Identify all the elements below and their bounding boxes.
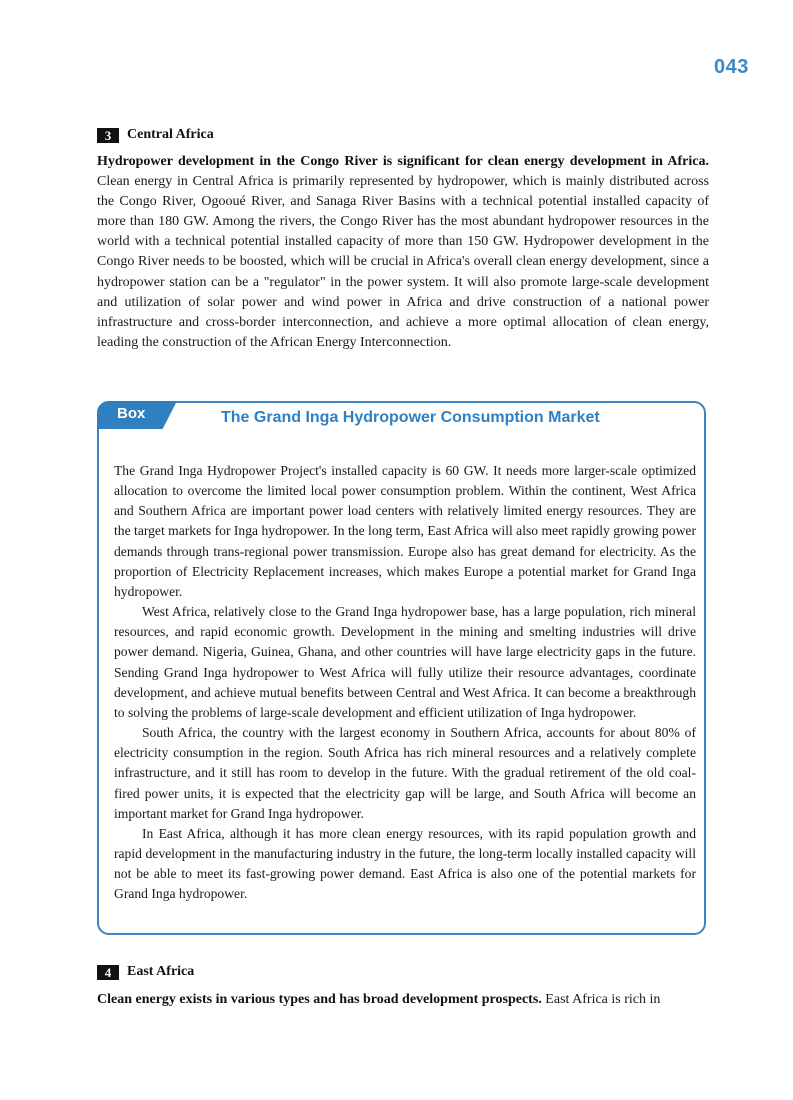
section-heading-central-africa: [97, 127, 214, 143]
box-paragraph: In East Africa, although it has more clean energy resources, with its rapid population growth and rapid development in the manufacturing industry in the future, the long-term locally installed capacity will not be able to meet its fast-growing power demand. East Africa is also one of the potential markets for Grand Inga hydropower.: [114, 825, 696, 902]
box-tab-label: Box: [117, 405, 146, 422]
section-paragraph-central-africa: [97, 152, 709, 353]
box-title: The Grand Inga Hydropower Consumption Market: [221, 409, 600, 426]
lead-sentence: Clean energy exists in various types and has broad development prospects.: [97, 992, 542, 1007]
paragraph-body: East Africa is rich in: [541, 992, 661, 1007]
section-paragraph-east-africa: [97, 990, 709, 1010]
section-title: East Africa: [127, 964, 195, 979]
info-box: [97, 401, 706, 935]
box-paragraph: West Africa, relatively close to the Grand Inga hydropower base, has a large population, rich mineral resources, and rapid economic growth. Development in the mining and smelting industries will drive power demand. Nigeria, Guinea, Ghana, and other countries will have large electricity gaps in the future. Sending Grand Inga hydropower to West Africa will fully utilize their resource advantages, coordinate development, and achieve mutual benefits between Central and West Africa. It can become a breakthrough to solving the problems of large-scale development and efficient utilization of Inga hydropower.: [114, 604, 696, 720]
box-paragraph: The Grand Inga Hydropower Project's installed capacity is 60 GW. It needs more larger-scale optimized allocation to overcome the limited local power consumption problem. Within the continent, West Africa and Southern Africa are important power load centers with relatively limited energy resources. They are the target markets for Inga hydropower. In the long term, East Africa will also meet rapidly growing power demands through trans-regional power transmission. Europe also has great demand for electricity. As the proportion of Electricity Replacement increases, which makes Europe a potential market for Grand Inga hydropower.: [114, 463, 696, 599]
lead-sentence: Hydropower development in the Congo River is significant for clean energy development in Africa.: [97, 154, 709, 169]
page-number: 043: [714, 56, 749, 78]
section-heading-east-africa: [97, 964, 194, 980]
paragraph-body: Clean energy in Central Africa is primarily represented by hydropower, which is mainly distributed across the Congo River, Ogooué River, and Sanaga River Basins with a technical potential installed capacity of more than 180 GW. Among the rivers, the Congo River has the most abundant hydropower resources in the world with a technical potential installed capacity of more than 150 GW. Hydropower development in the Congo River needs to be boosted, which will be crucial in Africa's overall clean energy development, since a hydropower station can be a "regulator" in the power system. It will also promote large-scale development and utilization of solar power and wind power in Africa and drive construction of a national power infrastructure and cross-border interconnection, and achieve a more optimal allocation of clean energy, leading the construction of the African Energy Interconnection.: [97, 174, 709, 350]
box-paragraph: South Africa, the country with the largest economy in Southern Africa, accounts for about 80% of electricity consumption in the region. South Africa has rich mineral resources and a relatively complete infrastructure, and it still has room to develop in the future. With the gradual retirement of the old coal-fired power units, it is expected that the electricity gap will be large, and South Africa will become an important market for Grand Inga hydropower.: [114, 725, 696, 821]
section-number-badge: 3: [97, 128, 119, 143]
section-title: Central Africa: [127, 127, 214, 142]
box-body: [114, 461, 696, 904]
section-number-badge: 4: [97, 965, 119, 980]
